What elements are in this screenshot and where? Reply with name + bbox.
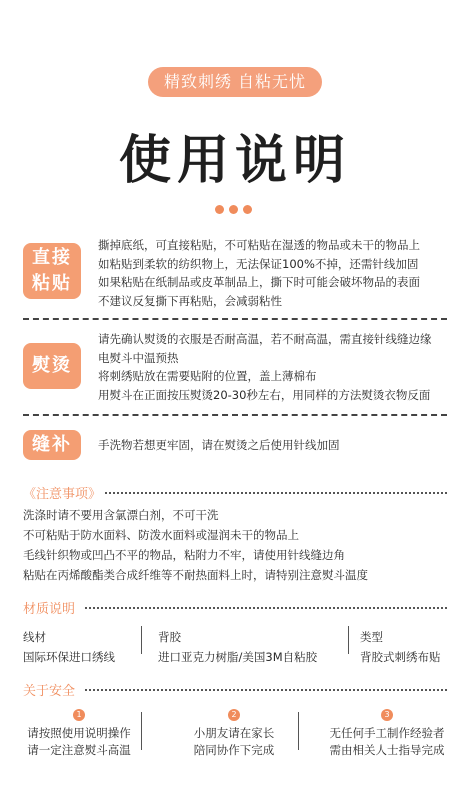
heading-rule bbox=[85, 607, 447, 609]
instruction-line: 如粘贴到柔软的纺织物上，无法保证100%不掉，还需针线加固 bbox=[98, 256, 419, 271]
instruction-line: 电熨斗中温预热 bbox=[98, 350, 179, 365]
note-line: 不可粘贴于防水面料、防泼水面料或湿润未干的物品上 bbox=[23, 528, 299, 542]
badge-label: 熨烫 bbox=[32, 355, 72, 376]
section-divider bbox=[23, 318, 447, 320]
badge-label: 直接 bbox=[32, 247, 72, 268]
safety-line: 请按照使用说明操作 bbox=[27, 726, 131, 740]
section-text-ironing bbox=[98, 330, 432, 404]
column-divider bbox=[141, 626, 142, 654]
material-label: 类型 bbox=[360, 630, 383, 644]
safety-line: 陪同协作下完成 bbox=[193, 743, 275, 757]
instruction-line: 用熨斗在正面按压熨烫20-30秒左右，用同样的方法熨烫衣物反面 bbox=[98, 387, 431, 402]
note-line: 粘贴在丙烯酸酯类合成纤维等不耐热面料上时，请特别注意熨斗温度 bbox=[23, 568, 368, 582]
step-number-badge: 2 bbox=[228, 709, 240, 721]
note-line: 毛线针织物或凹凸不平的物品，粘附力不牢，请使用针线缝边角 bbox=[23, 548, 345, 562]
tagline-pill: 精致刺绣 自粘无忧 bbox=[148, 67, 322, 97]
materials-heading: 材质说明 bbox=[23, 602, 76, 617]
material-label: 背胶 bbox=[158, 630, 181, 644]
instruction-line: 将刺绣贴放在需要贴附的位置，盖上薄棉布 bbox=[98, 369, 317, 383]
column-divider bbox=[298, 712, 299, 750]
section-text-mending bbox=[98, 436, 340, 455]
badge-label: 缝补 bbox=[32, 434, 72, 455]
section-divider bbox=[23, 414, 447, 416]
section-badge-mending bbox=[23, 430, 81, 460]
safety-item bbox=[23, 725, 135, 759]
step-number-badge: 1 bbox=[73, 709, 85, 721]
material-column-type bbox=[360, 627, 441, 667]
material-column-thread bbox=[23, 627, 115, 667]
instruction-line: 请先确认熨烫的衣服是否耐高温，若不耐高温，需直接针线缝边缘 bbox=[98, 332, 432, 346]
section-text-direct-paste bbox=[98, 236, 420, 310]
heading-rule bbox=[85, 689, 447, 691]
safety-line: 小朋友请在家长 bbox=[193, 726, 275, 740]
notes-heading: 《注意事项》 bbox=[23, 487, 102, 502]
material-column-adhesive bbox=[158, 627, 317, 667]
material-label: 线材 bbox=[23, 630, 46, 644]
note-line: 洗涤时请不要用含氯漂白剂，不可干洗 bbox=[23, 508, 219, 522]
section-badge-direct-paste bbox=[23, 243, 81, 299]
badge-label: 粘贴 bbox=[32, 273, 72, 294]
notes-list bbox=[23, 505, 368, 585]
heading-rule bbox=[105, 492, 447, 494]
safety-line: 请一定注意熨斗高温 bbox=[27, 743, 131, 757]
step-number-badge: 3 bbox=[381, 709, 393, 721]
column-divider bbox=[141, 712, 142, 750]
safety-item bbox=[316, 725, 458, 759]
column-divider bbox=[348, 626, 349, 654]
section-badge-ironing bbox=[23, 343, 81, 389]
page-title: 使用说明 bbox=[118, 131, 351, 191]
instruction-line: 如果粘贴在纸制品或皮革制品上，撕下时可能会破坏物品的表面 bbox=[98, 275, 420, 289]
safety-line: 需由相关人士指导完成 bbox=[329, 743, 445, 757]
instruction-line: 撕掉底纸，可直接粘贴，不可粘贴在湿透的物品或未干的物品上 bbox=[98, 238, 420, 252]
safety-heading: 关于安全 bbox=[23, 684, 76, 699]
safety-line: 无任何手工制作经验者 bbox=[329, 726, 445, 740]
material-value: 背胶式刺绣布贴 bbox=[360, 650, 441, 664]
decorative-dots bbox=[215, 199, 257, 209]
material-value: 国际环保进口绣线 bbox=[23, 650, 115, 664]
instruction-line: 不建议反复撕下再粘贴，会减弱粘性 bbox=[98, 293, 282, 308]
material-value: 进口亚克力树脂/美国3M自粘胶 bbox=[158, 650, 318, 664]
safety-item bbox=[170, 725, 298, 759]
instruction-line: 手洗物若想更牢固，请在熨烫之后使用针线加固 bbox=[98, 438, 340, 452]
